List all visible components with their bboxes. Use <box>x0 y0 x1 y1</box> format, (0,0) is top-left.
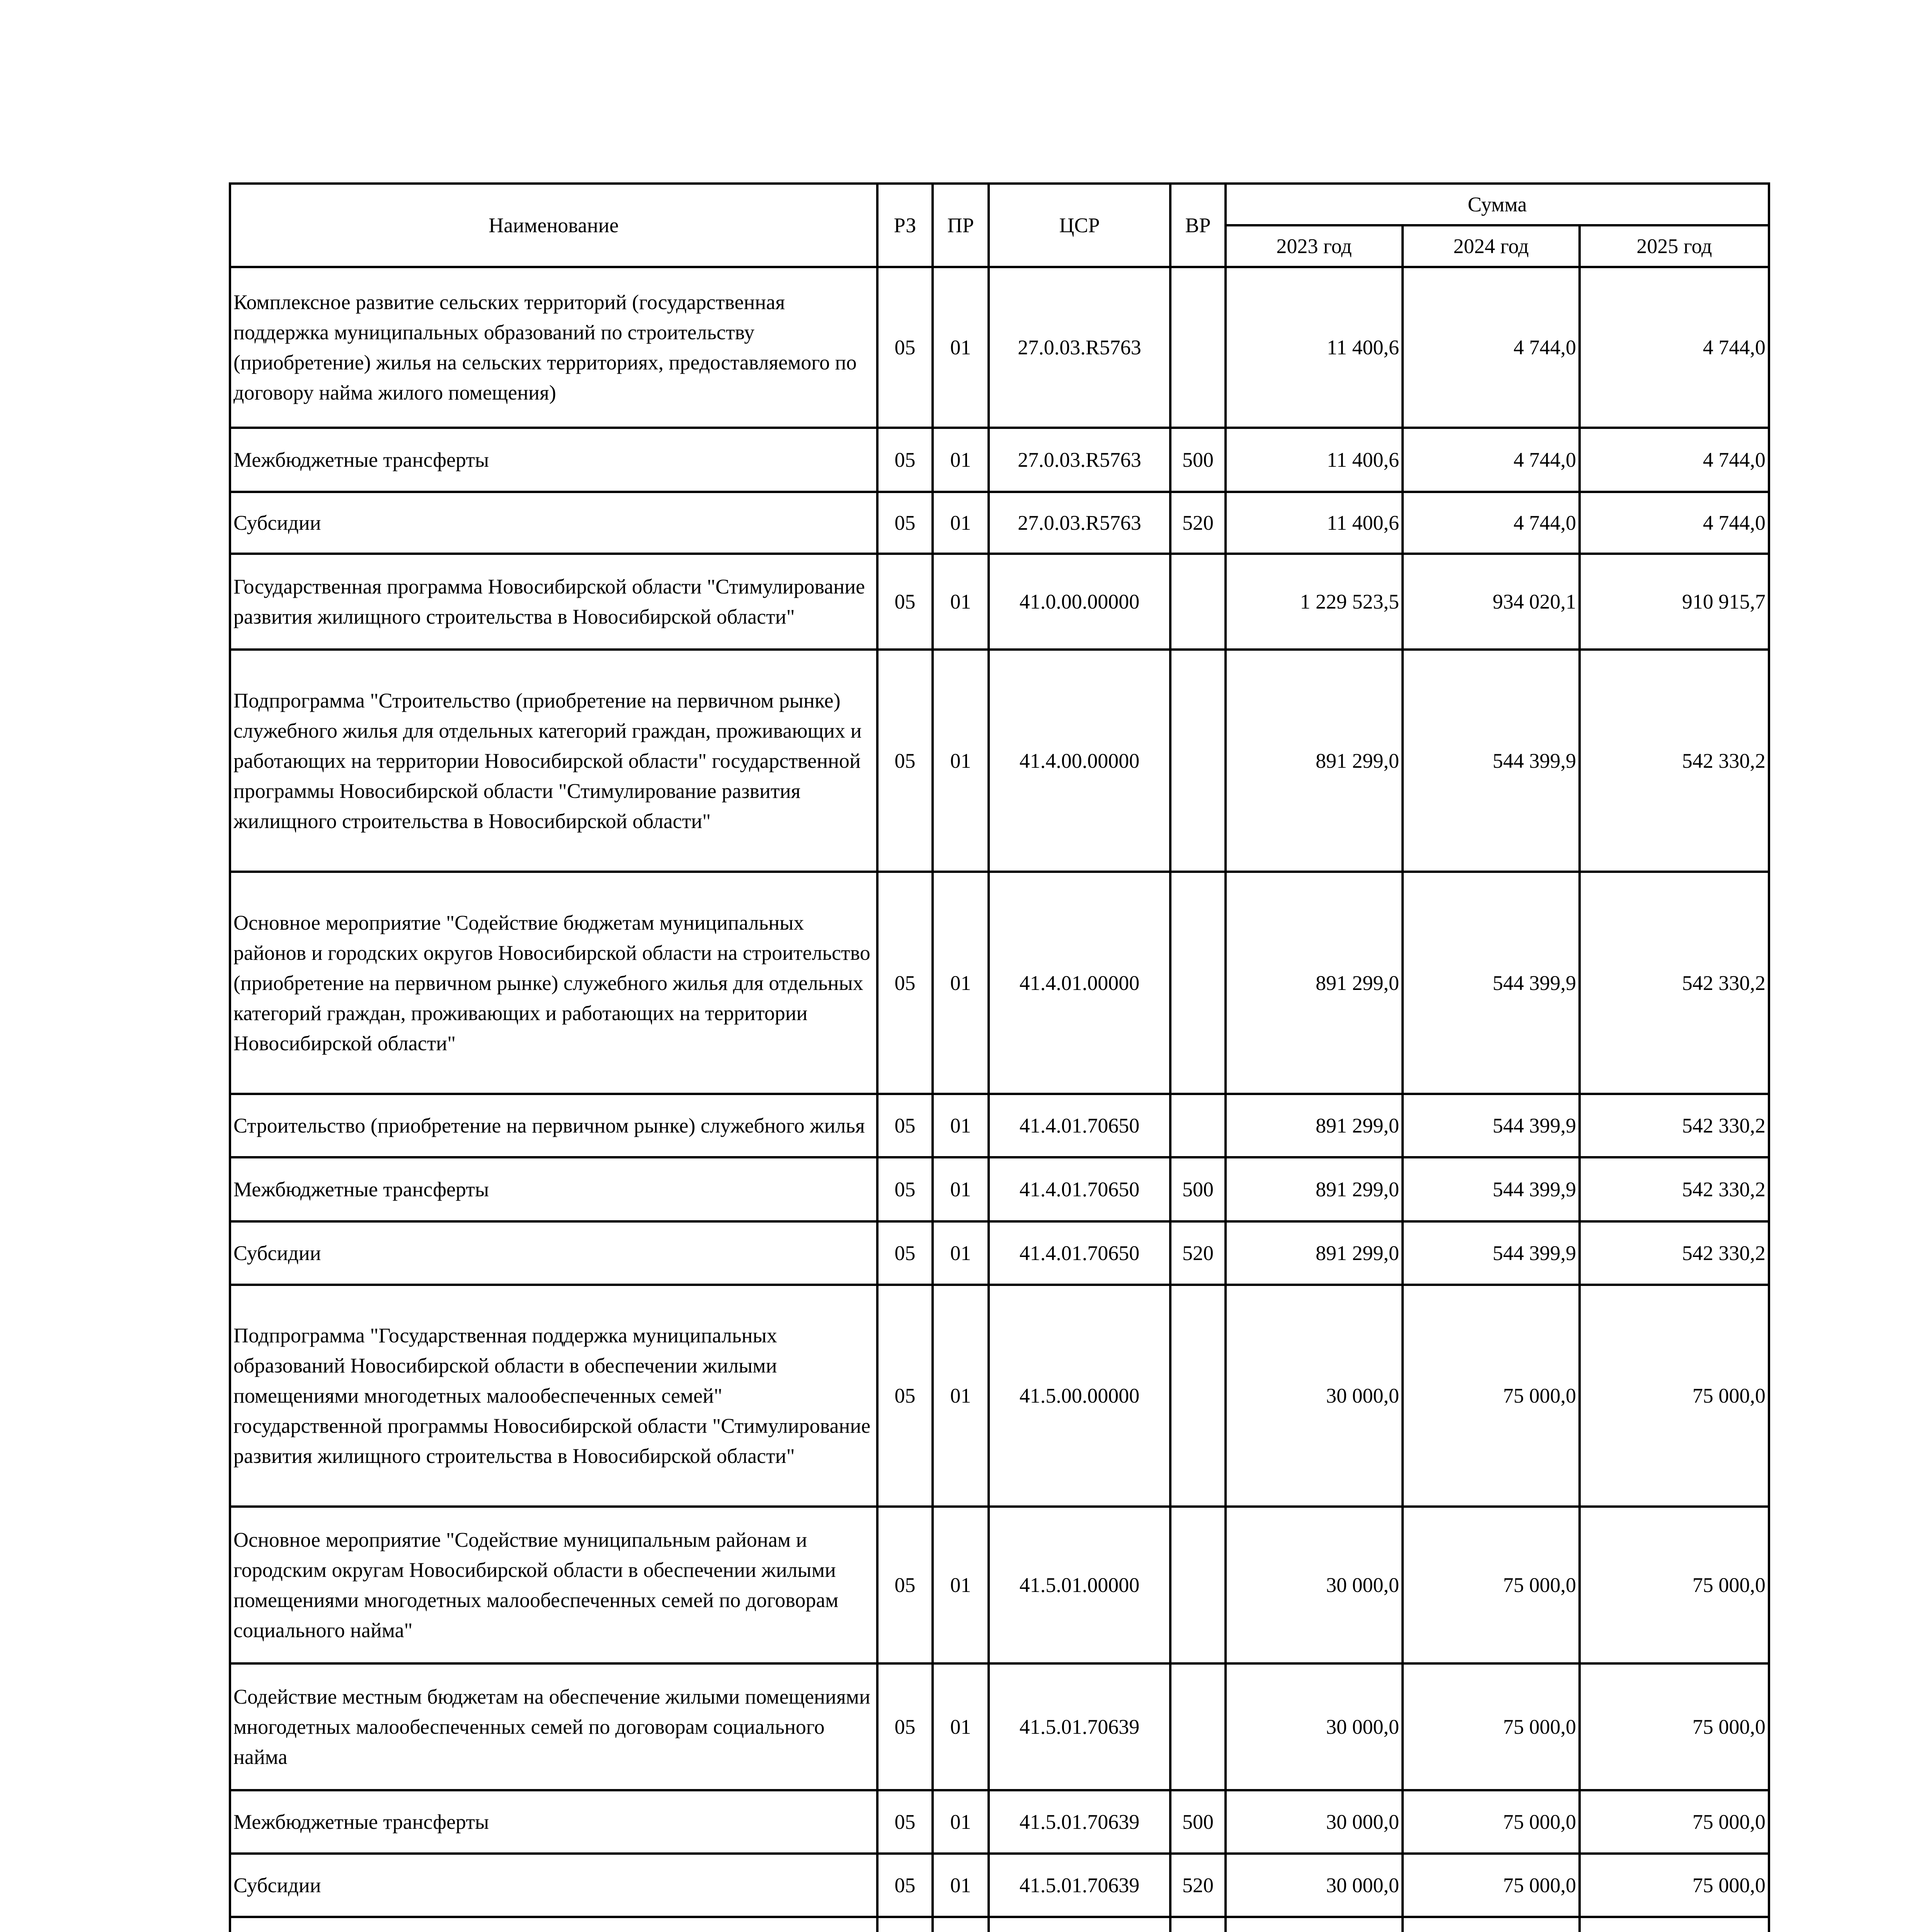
cell-2024 <box>1403 1917 1580 1932</box>
cell-name <box>230 1917 877 1932</box>
cell-2024: 75 000,0 <box>1403 1507 1580 1663</box>
cell-name: Межбюджетные трансферты <box>230 1790 877 1854</box>
cell-name: Межбюджетные трансферты <box>230 1157 877 1221</box>
cell-2023: 1 229 523,5 <box>1226 554 1403 650</box>
cell-2024: 4 744,0 <box>1403 267 1580 428</box>
cell-2025: 910 915,7 <box>1580 554 1769 650</box>
cell-2023 <box>1226 1917 1403 1932</box>
cell-csr: 41.5.01.70639 <box>989 1663 1170 1790</box>
cell-2025: 542 330,2 <box>1580 1094 1769 1157</box>
cell-rz: 05 <box>877 1663 933 1790</box>
cell-pr: 01 <box>933 1094 989 1157</box>
cell-2025: 542 330,2 <box>1580 1157 1769 1221</box>
cell-rz: 05 <box>877 428 933 492</box>
table-row <box>230 1094 1769 1157</box>
cell-vr <box>1170 1285 1226 1507</box>
cell-2025: 75 000,0 <box>1580 1663 1769 1790</box>
cell-csr: 41.5.00.00000 <box>989 1285 1170 1507</box>
table-row <box>230 492 1769 554</box>
cell-2024: 75 000,0 <box>1403 1790 1580 1854</box>
cell-pr: 01 <box>933 1221 989 1285</box>
cell-vr: 520 <box>1170 1854 1226 1917</box>
cell-pr: 01 <box>933 428 989 492</box>
cell-rz: 05 <box>877 492 933 554</box>
cell-rz: 05 <box>877 1221 933 1285</box>
table-row <box>230 1157 1769 1221</box>
cell-2025: 542 330,2 <box>1580 1221 1769 1285</box>
cell-csr: 41.5.01.70639 <box>989 1854 1170 1917</box>
cell-vr <box>1170 1094 1226 1157</box>
header-vr: ВР <box>1170 184 1226 267</box>
cell-rz: 05 <box>877 1790 933 1854</box>
cell-csr: 27.0.03.R5763 <box>989 428 1170 492</box>
cell-pr: 01 <box>933 650 989 872</box>
cell-2025: 542 330,2 <box>1580 872 1769 1094</box>
cell-2025: 75 000,0 <box>1580 1854 1769 1917</box>
cell-pr: 01 <box>933 1790 989 1854</box>
cell-name: Субсидии <box>230 1221 877 1285</box>
cell-2025: 75 000,0 <box>1580 1285 1769 1507</box>
header-sum: Сумма <box>1226 184 1769 225</box>
cell-2023: 891 299,0 <box>1226 1221 1403 1285</box>
cell-pr: 01 <box>933 267 989 428</box>
cell-2023: 30 000,0 <box>1226 1854 1403 1917</box>
cell-2024: 75 000,0 <box>1403 1285 1580 1507</box>
header-pr: ПР <box>933 184 989 267</box>
cell-rz: 05 <box>877 267 933 428</box>
cell-vr <box>1170 1917 1226 1932</box>
table-row <box>230 554 1769 650</box>
cell-rz: 05 <box>877 554 933 650</box>
cell-2023: 30 000,0 <box>1226 1285 1403 1507</box>
table-row <box>230 1221 1769 1285</box>
cell-2023: 891 299,0 <box>1226 650 1403 872</box>
table-row <box>230 1917 1769 1932</box>
cell-vr: 500 <box>1170 428 1226 492</box>
cell-2025: 4 744,0 <box>1580 267 1769 428</box>
cell-rz: 05 <box>877 1157 933 1221</box>
cell-vr <box>1170 1663 1226 1790</box>
cell-2025 <box>1580 1917 1769 1932</box>
cell-name: Основное мероприятие "Содействие муниципальным районам и городским округам Новосибирской области в обеспечении жилыми помещениями многодетных малообеспеченных семей по договорам социального найма" <box>230 1507 877 1663</box>
cell-csr <box>989 1917 1170 1932</box>
table-row <box>230 1790 1769 1854</box>
cell-2024: 544 399,9 <box>1403 1094 1580 1157</box>
budget-table <box>229 182 1770 1932</box>
cell-pr: 01 <box>933 1157 989 1221</box>
cell-pr: 01 <box>933 872 989 1094</box>
cell-vr <box>1170 554 1226 650</box>
cell-2023: 11 400,6 <box>1226 267 1403 428</box>
cell-2024: 75 000,0 <box>1403 1663 1580 1790</box>
header-csr: ЦСР <box>989 184 1170 267</box>
cell-name: Строительство (приобретение на первичном рынке) служебного жилья <box>230 1094 877 1157</box>
cell-csr: 41.4.01.70650 <box>989 1157 1170 1221</box>
table-row <box>230 1854 1769 1917</box>
cell-vr <box>1170 872 1226 1094</box>
cell-name: Субсидии <box>230 492 877 554</box>
table-body <box>230 267 1769 1932</box>
cell-rz <box>877 1917 933 1932</box>
cell-vr: 500 <box>1170 1157 1226 1221</box>
cell-pr: 01 <box>933 1854 989 1917</box>
cell-csr: 41.5.01.00000 <box>989 1507 1170 1663</box>
cell-pr: 01 <box>933 554 989 650</box>
cell-name: Содействие местным бюджетам на обеспечение жилыми помещениями многодетных малообеспеченных семей по договорам социального найма <box>230 1663 877 1790</box>
cell-2024: 544 399,9 <box>1403 650 1580 872</box>
cell-name: Подпрограмма "Государственная поддержка муниципальных образований Новосибирской области в обеспечении жилыми помещениями многодетных малообеспеченных семей" государственной программы Новосибирской области "Стимулирование развития жилищного строительства в Новосибирской области" <box>230 1285 877 1507</box>
cell-2023: 30 000,0 <box>1226 1507 1403 1663</box>
header-2023: 2023 год <box>1226 225 1403 267</box>
cell-rz: 05 <box>877 1285 933 1507</box>
cell-csr: 41.4.01.70650 <box>989 1221 1170 1285</box>
cell-vr: 520 <box>1170 1221 1226 1285</box>
table-row <box>230 267 1769 428</box>
table-row <box>230 1285 1769 1507</box>
cell-rz: 05 <box>877 1094 933 1157</box>
cell-2024: 4 744,0 <box>1403 428 1580 492</box>
table-row <box>230 428 1769 492</box>
cell-csr: 27.0.03.R5763 <box>989 492 1170 554</box>
cell-csr: 41.4.01.70650 <box>989 1094 1170 1157</box>
cell-pr: 01 <box>933 1507 989 1663</box>
cell-csr: 41.4.00.00000 <box>989 650 1170 872</box>
cell-csr: 27.0.03.R5763 <box>989 267 1170 428</box>
cell-pr: 01 <box>933 492 989 554</box>
cell-2024: 544 399,9 <box>1403 1157 1580 1221</box>
cell-2025: 4 744,0 <box>1580 492 1769 554</box>
cell-2023: 891 299,0 <box>1226 1094 1403 1157</box>
cell-vr: 500 <box>1170 1790 1226 1854</box>
cell-rz: 05 <box>877 1507 933 1663</box>
cell-2024: 4 744,0 <box>1403 492 1580 554</box>
cell-csr: 41.4.01.00000 <box>989 872 1170 1094</box>
cell-rz: 05 <box>877 650 933 872</box>
cell-name: Межбюджетные трансферты <box>230 428 877 492</box>
table-row <box>230 650 1769 872</box>
cell-vr <box>1170 1507 1226 1663</box>
cell-2023: 11 400,6 <box>1226 428 1403 492</box>
cell-csr: 41.0.00.00000 <box>989 554 1170 650</box>
cell-rz: 05 <box>877 872 933 1094</box>
header-rz: РЗ <box>877 184 933 267</box>
cell-name: Субсидии <box>230 1854 877 1917</box>
cell-2025: 75 000,0 <box>1580 1790 1769 1854</box>
table-header <box>230 184 1769 267</box>
cell-2023: 11 400,6 <box>1226 492 1403 554</box>
cell-2024: 75 000,0 <box>1403 1854 1580 1917</box>
cell-2024: 544 399,9 <box>1403 1221 1580 1285</box>
cell-vr <box>1170 650 1226 872</box>
header-2025: 2025 год <box>1580 225 1769 267</box>
cell-pr: 01 <box>933 1663 989 1790</box>
cell-2024: 544 399,9 <box>1403 872 1580 1094</box>
cell-2025: 75 000,0 <box>1580 1507 1769 1663</box>
cell-name: Основное мероприятие "Содействие бюджетам муниципальных районов и городских округов Новосибирской области на строительство (приобретение на первичном рынке) служебного жилья для отдельных категорий граждан, проживающих и работающих на территории Новосибирской области" <box>230 872 877 1094</box>
cell-pr <box>933 1917 989 1932</box>
header-2024: 2024 год <box>1403 225 1580 267</box>
cell-name: Государственная программа Новосибирской области "Стимулирование развития жилищного строительства в Новосибирской области" <box>230 554 877 650</box>
table-row <box>230 872 1769 1094</box>
cell-name: Подпрограмма "Строительство (приобретение на первичном рынке) служебного жилья для отдельных категорий граждан, проживающих и работающих на территории Новосибирской области" государственной программы Новосибирской области "Стимулирование развития жилищного строительства в Новосибирской области" <box>230 650 877 872</box>
cell-2023: 891 299,0 <box>1226 872 1403 1094</box>
cell-2023: 891 299,0 <box>1226 1157 1403 1221</box>
cell-name: Комплексное развитие сельских территорий (государственная поддержка муниципальных образований по строительству (приобретение) жилья на сельских территориях, предоставляемого по договору найма жилого помещения) <box>230 267 877 428</box>
cell-2024: 934 020,1 <box>1403 554 1580 650</box>
table-row <box>230 1663 1769 1790</box>
header-name: Наименование <box>230 184 877 267</box>
cell-2025: 4 744,0 <box>1580 428 1769 492</box>
cell-rz: 05 <box>877 1854 933 1917</box>
cell-csr: 41.5.01.70639 <box>989 1790 1170 1854</box>
cell-vr: 520 <box>1170 492 1226 554</box>
cell-2023: 30 000,0 <box>1226 1663 1403 1790</box>
cell-pr: 01 <box>933 1285 989 1507</box>
cell-2023: 30 000,0 <box>1226 1790 1403 1854</box>
cell-vr <box>1170 267 1226 428</box>
cell-2025: 542 330,2 <box>1580 650 1769 872</box>
table-row <box>230 1507 1769 1663</box>
